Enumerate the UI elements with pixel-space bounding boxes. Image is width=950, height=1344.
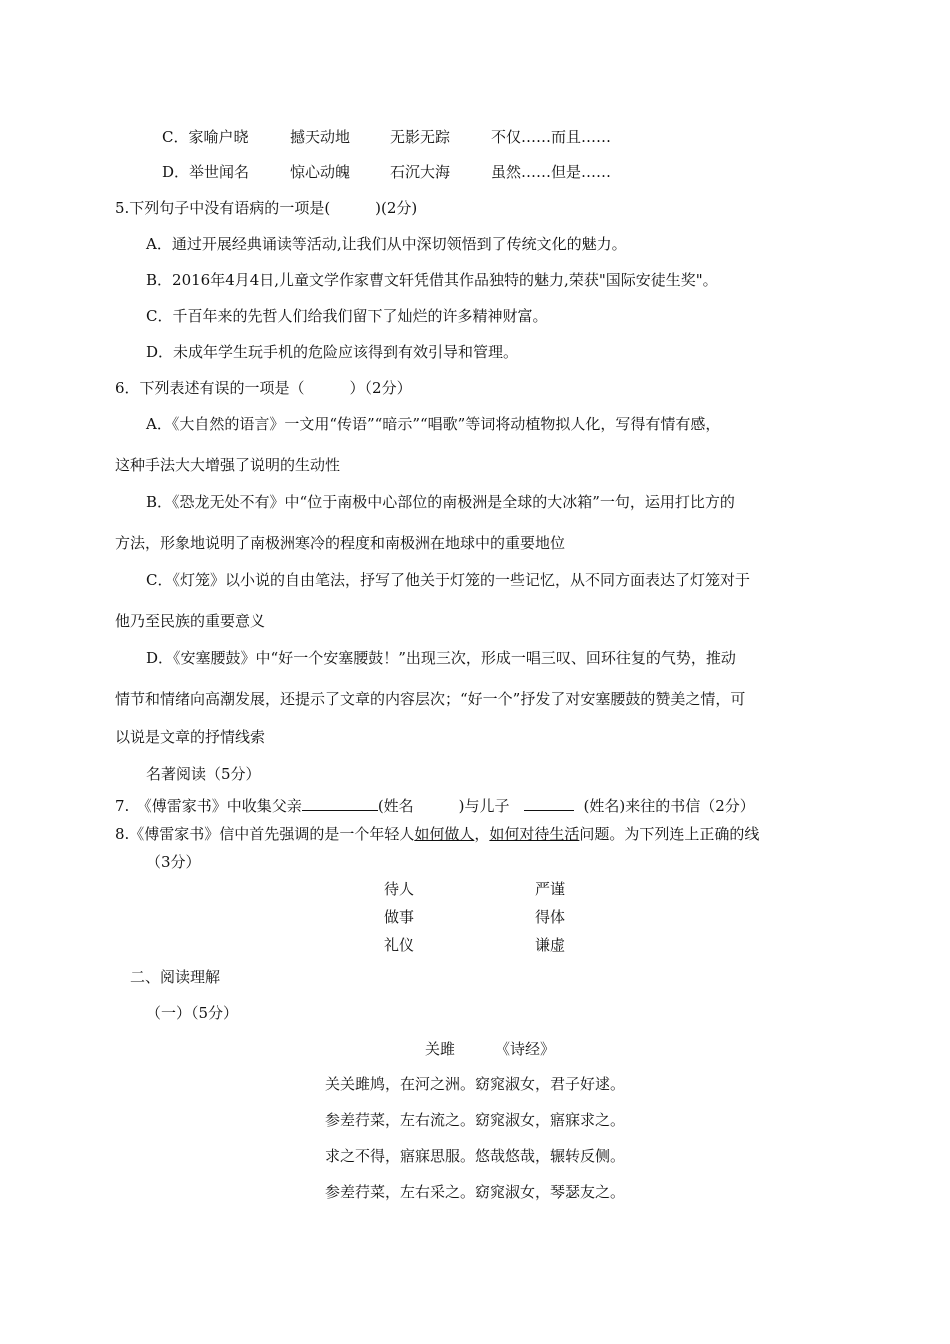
q6-option-d-line1: D．《安塞腰鼓》中“好一个安塞腰鼓！”出现三次，形成一唱三叹、回环往复的气势，推动 <box>146 649 736 667</box>
q8 <box>115 824 759 844</box>
q6-option-a-line2: 这种手法大大增强了说明的生动性 <box>115 456 341 474</box>
q7-text-b: (姓名 )与儿子 <box>377 797 510 815</box>
match-left-2[interactable]: 做事 <box>384 908 415 926</box>
poem-line-2: 参差荇菜，左右流之。窈窕淑女，寤寐求之。 <box>325 1111 626 1129</box>
q4-d-item-2: 惊心动魄 <box>290 163 351 181</box>
q8-text-b: ， <box>474 825 490 843</box>
q6-stem: 6．下列表述有误的一项是（ ）（2分） <box>115 379 412 397</box>
q6-option-b-line2: 方法，形象地说明了南极洲寒冷的程度和南极洲在地球中的重要地位 <box>115 534 566 552</box>
q6-option-d-line3: 以说是文章的抒情线索 <box>115 728 266 746</box>
q4-c-item-1: C．家喻户晓 <box>162 128 249 146</box>
q6-option-b-line1: B．《恐龙无处不有》中“位于南极中心部位的南极洲是全球的大冰箱”一句，运用打比方的 <box>146 493 735 511</box>
q5-option-b: B．2016年4月4日,儿童文学作家曹文轩凭借其作品独特的魅力,荣获"国际安徒生奖"。 <box>146 271 718 289</box>
q6-option-c-line1: C．《灯笼》以小说的自由笔法，抒写了他关于灯笼的一些记忆，从不同方面表达了灯笼对于 <box>146 571 750 589</box>
q8-underline-1: 如何做人 <box>414 825 475 843</box>
match-right-1[interactable]: 严谨 <box>535 880 566 898</box>
q6-option-c-line2: 他乃至民族的重要意义 <box>115 612 266 630</box>
q4-d-item-4: 虽然……但是…… <box>491 163 612 181</box>
q4-c-item-4: 不仅……而且…… <box>491 128 612 146</box>
match-right-3[interactable]: 谦虚 <box>535 936 566 954</box>
q6-option-a-line1: A．《大自然的语言》一文用“传语”“暗示”“唱歌”等词将动植物拟人化，写得有情有感， <box>146 415 721 433</box>
q7 <box>115 796 755 816</box>
section-reading-heading: 二、阅读理解 <box>130 968 221 986</box>
q5-stem: 5.下列句子中没有语病的一项是( )(2分) <box>115 199 418 217</box>
match-left-3[interactable]: 礼仪 <box>384 936 415 954</box>
q4-c-item-2: 撼天动地 <box>290 128 351 146</box>
q5-option-d: D．未成年学生玩手机的危险应该得到有效引导和管理。 <box>146 343 519 361</box>
q5-option-c: C．千百年来的先哲人们给我们留下了灿烂的许多精神财富。 <box>146 307 548 325</box>
q6-option-d-line2: 情节和情绪向高潮发展，还提示了文章的内容层次；“好一个”抒发了对安塞腰鼓的赞美之情，可 <box>115 690 746 708</box>
poem-title: 关雎 <box>425 1040 456 1058</box>
classics-heading: 名著阅读（5分） <box>146 765 261 783</box>
poem-line-4: 参差荇菜，左右采之。窈窕淑女，琴瑟友之。 <box>325 1183 626 1201</box>
q5-option-a: A．通过开展经典诵读等活动,让我们从中深切领悟到了传统文化的魅力。 <box>146 235 627 253</box>
q4-d-item-1: D．举世闻名 <box>162 163 250 181</box>
q8-underline-2: 如何对待生活 <box>489 825 580 843</box>
poem-source: 《诗经》 <box>495 1040 556 1058</box>
q7-text-a: 7. 《傅雷家书》中收集父亲 <box>115 797 302 815</box>
q4-c-item-3: 无影无踪 <box>390 128 451 146</box>
q4-d-item-3: 石沉大海 <box>390 163 451 181</box>
reading-part-1: （一）（5分） <box>146 1004 239 1022</box>
poem-line-3: 求之不得，寤寐思服。悠哉悠哉，辗转反侧。 <box>325 1147 626 1165</box>
q8-score: （3分） <box>146 853 201 871</box>
q7-text-c: (姓名)来往的书信（2分） <box>583 797 755 815</box>
poem-line-1: 关关雎鸠，在河之洲。窈窕淑女，君子好逑。 <box>325 1075 626 1093</box>
q8-text-a: 8.《傅雷家书》信中首先强调的是一个年轻人 <box>115 825 415 843</box>
match-left-1[interactable]: 待人 <box>384 880 415 898</box>
match-right-2[interactable]: 得体 <box>535 908 566 926</box>
q8-text-c: 问题。为下列连上正确的线 <box>579 825 760 843</box>
q7-blank-son[interactable] <box>524 796 574 811</box>
q7-blank-father[interactable] <box>302 796 378 811</box>
